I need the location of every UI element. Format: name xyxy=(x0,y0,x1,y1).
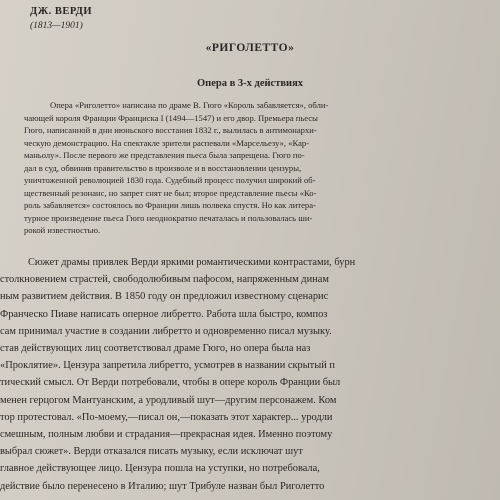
text-line: Гюго, написанной в дни июньского восстания 1832 г., вылилась в антимонархи- xyxy=(24,125,317,136)
opera-subtitle: Опера в 3-х действиях xyxy=(197,78,303,89)
text-line: Франческо Пиаве написать оперное либретто. Работа шла быстро, композ xyxy=(0,308,328,320)
text-line: чающей короля Франции Франциска I (1494—1547) и его двор. Премьера пьесы xyxy=(24,112,318,123)
text-line: Опера «Риголетто» написана по драме В. Гюго «Король забавляется», обли- xyxy=(50,100,329,110)
text-line: маньолу». После первого же представления пьеса была запрещена. Гюго по- xyxy=(24,150,305,161)
text-line: тический смысл. От Верди потребовали, чтобы в опере король Франции был xyxy=(0,377,341,389)
main-paragraph xyxy=(0,254,500,495)
text-line: уничтоженной революцией 1830 года. Судебный процесс получил широкий об- xyxy=(24,175,316,186)
text-line: столкновением страстей, свободолюбивым пафосом, напряженным динам xyxy=(0,274,329,286)
text-line: выбрал сюжет». Верди отказался писать музыку, если исключат шут xyxy=(0,446,303,458)
text-line: сам принимал участие в создании либретто и одновременно писал музыку. xyxy=(0,325,332,337)
text-line: «Проклятие». Цензура запретила либретто, усмотрев в названии скрытый п xyxy=(0,360,335,372)
text-line: главное действующее лицо. Цензура пошла на уступки, но потребовала, xyxy=(0,463,320,475)
composer-years: (1813—1901) xyxy=(30,21,83,31)
text-line: ческую демонстрацию. На спектакле зрители распевали «Марсельезу», «Кар- xyxy=(24,137,310,148)
text-line: рокой известностью. xyxy=(24,225,101,236)
text-line: менен герцогом Мантуанским, а уродливый шут—другим персонажем. Ком xyxy=(0,394,337,406)
text-line: став действующих лиц соответствовал драме Гюго, но опера была наз xyxy=(0,343,311,355)
text-line: щественный резонанс, но запрет снят не был; второе представление пьесы «Ко- xyxy=(24,187,317,198)
opera-title: «РИГОЛЕТТО» xyxy=(205,42,295,54)
text-line: роль забавляется» состоялось во Франции лишь полвека спустя. Но как литера- xyxy=(24,200,316,211)
intro-paragraph xyxy=(24,99,498,237)
text-line: ным развитием действия. В 1850 году он предложил известному сценарис xyxy=(0,291,329,303)
composer-name: ДЖ. ВЕРДИ xyxy=(30,6,93,17)
text-line: смешным, полным любви и страдания—прекрасная идея. Именно поэтому xyxy=(0,429,333,441)
text-line: действие было перенесено в Италию; шут Трибуле назван был Риголетто xyxy=(0,480,325,492)
text-line: Сюжет драмы привлек Верди яркими романтическими контрастами, бурн xyxy=(28,257,356,268)
page-header xyxy=(30,6,92,31)
text-line: турное произведение пьеса Гюго неоднократно печаталась и пользовалась ши- xyxy=(24,212,313,223)
text-line: дал в суд, обвинив правительство в произволе и в восстановлении цензуры, xyxy=(24,162,302,173)
text-line: тор протестовал. «По-моему,—писал он,—показать этот характер... уродли xyxy=(0,411,333,423)
